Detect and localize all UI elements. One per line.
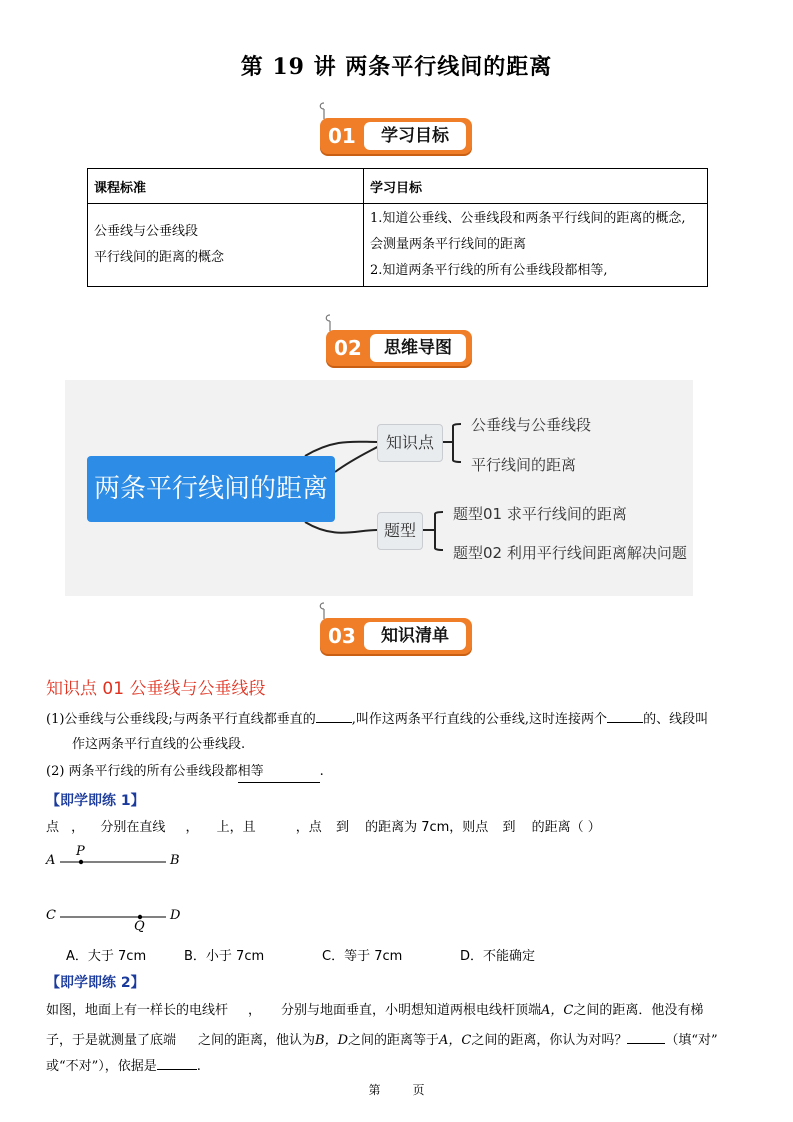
mind-map-leaf: 公垂线与公垂线段 bbox=[471, 416, 592, 434]
knowledge-paragraph-1 bbox=[46, 708, 758, 730]
label-P: P bbox=[76, 844, 85, 859]
answer-text: 相等 bbox=[237, 764, 264, 779]
mind-map-leaf: 题型01 求平行线间的距离 bbox=[453, 505, 627, 523]
text: A，C bbox=[439, 1033, 472, 1048]
objective-item: 2.知道两条平行线的所有公垂线段都相等, bbox=[370, 263, 608, 278]
table-header-objective: 学习目标 bbox=[364, 169, 708, 204]
text: 子，于是就测量了底端 bbox=[46, 1033, 177, 1048]
badge-pill bbox=[326, 330, 472, 366]
text: A，C bbox=[541, 1003, 574, 1018]
standard-item: 公垂线与公垂线段 bbox=[94, 224, 199, 239]
standard-item: 平行线间的距离的概念 bbox=[94, 250, 225, 265]
badge-number: 02 bbox=[334, 336, 362, 360]
practice-2-line-3 bbox=[46, 1055, 758, 1077]
mind-map-leaf: 题型02 利用平行线间距离解决问题 bbox=[453, 544, 687, 562]
parallel-lines-figure bbox=[46, 844, 196, 934]
knowledge-paragraph-2 bbox=[46, 762, 758, 783]
goals-table bbox=[87, 168, 708, 287]
text: 之间的距离．他没有梯 bbox=[573, 1003, 704, 1018]
text: ， bbox=[185, 820, 199, 835]
answer-blank[interactable] bbox=[607, 708, 643, 723]
section-badge-02 bbox=[326, 322, 486, 368]
badge-label: 思维导图 bbox=[370, 334, 466, 362]
mind-map-branch-knowledge: 知识点 bbox=[377, 424, 443, 462]
answer-filled bbox=[238, 762, 320, 783]
option-c[interactable]: C．等于 7cm bbox=[322, 949, 403, 964]
text: 点 bbox=[46, 820, 60, 835]
label-B: B bbox=[170, 853, 180, 868]
practice-2-line-1 bbox=[46, 1001, 758, 1021]
answer-blank[interactable] bbox=[627, 1029, 665, 1044]
badge-pill bbox=[320, 118, 472, 154]
knowledge-point-heading: 知识点 01 公垂线与公垂线段 bbox=[46, 679, 266, 699]
text: 或“不对”），依据是 bbox=[46, 1059, 157, 1074]
section-badge-01 bbox=[320, 110, 480, 156]
knowledge-paragraph-1-cont: 作这两条平行直线的公垂线段. bbox=[72, 737, 246, 752]
text: (1)公垂线与公垂线段;与两条平行直线都垂直的 bbox=[46, 712, 316, 727]
option-a[interactable]: A．大于 7cm bbox=[66, 949, 147, 964]
text: 的、线段叫 bbox=[643, 712, 709, 727]
mind-map-leaf: 平行线间的距离 bbox=[471, 456, 577, 474]
objective-item: 1.知道公垂线、公垂线段和两条平行线间的距离的概念, bbox=[370, 211, 686, 226]
practice-1-stem bbox=[46, 818, 758, 838]
text: ， bbox=[71, 820, 85, 835]
footer-left: 第 bbox=[368, 1083, 381, 1097]
answer-blank[interactable] bbox=[157, 1055, 197, 1070]
mind-map-branch-types: 题型 bbox=[377, 512, 423, 550]
text: （填“对” bbox=[665, 1033, 718, 1048]
text: . bbox=[196, 1059, 201, 1074]
text: ， bbox=[248, 1003, 262, 1018]
answer-blank[interactable] bbox=[316, 708, 352, 723]
mind-map-center: 两条平行线间的距离 bbox=[87, 456, 335, 522]
option-b[interactable]: B．小于 7cm bbox=[184, 949, 265, 964]
text: 到 bbox=[335, 820, 349, 835]
objective-item: 会测量两条平行线间的距离 bbox=[370, 237, 527, 252]
mind-map bbox=[65, 380, 693, 596]
text: 之间的距离等于 bbox=[348, 1033, 440, 1048]
standards-cell bbox=[88, 204, 364, 287]
text: 之间的距离，你认为对吗？ bbox=[471, 1033, 628, 1048]
practice-2-heading: 【即学即练 2】 bbox=[46, 975, 145, 991]
text: 到 bbox=[502, 820, 516, 835]
label-C: C bbox=[46, 908, 56, 923]
text: 上，且 bbox=[216, 820, 256, 835]
text: (2) 两条平行线的所有公垂线段都 bbox=[46, 764, 238, 779]
footer-right: 页 bbox=[412, 1083, 425, 1097]
text: B，D bbox=[315, 1033, 349, 1048]
badge-label: 知识清单 bbox=[364, 622, 466, 650]
text: 之间的距离，他认为 bbox=[198, 1033, 316, 1048]
section-badge-03 bbox=[320, 610, 480, 656]
text: 的距离为 7cm，则点 bbox=[365, 820, 489, 835]
label-D: D bbox=[170, 908, 181, 923]
page-footer bbox=[0, 1081, 793, 1098]
badge-number: 03 bbox=[328, 624, 356, 648]
text: 分别在直线 bbox=[100, 820, 166, 835]
option-d[interactable]: D．不能确定 bbox=[460, 949, 536, 964]
text: . bbox=[319, 764, 324, 779]
page-title: 第 19 讲 两条平行线间的距离 bbox=[240, 54, 553, 80]
practice-1-heading: 【即学即练 1】 bbox=[46, 793, 145, 809]
text: 如图，地面上有一样长的电线杆 bbox=[46, 1003, 229, 1018]
badge-number: 01 bbox=[328, 124, 356, 148]
text: ，点 bbox=[295, 820, 322, 835]
practice-2-line-2 bbox=[46, 1029, 758, 1051]
table-header-standard: 课程标准 bbox=[88, 169, 364, 204]
badge-pill bbox=[320, 618, 472, 654]
text: 分别与地面垂直，小明想知道两根电线杆顶端 bbox=[281, 1003, 542, 1018]
text: ,叫作这两条平行直线的公垂线,这时连接两个 bbox=[351, 712, 608, 727]
label-A: A bbox=[46, 853, 56, 868]
objectives-cell bbox=[364, 204, 708, 287]
text: 的距离（ ） bbox=[531, 820, 601, 835]
label-Q: Q bbox=[134, 919, 145, 934]
badge-label: 学习目标 bbox=[364, 122, 466, 150]
